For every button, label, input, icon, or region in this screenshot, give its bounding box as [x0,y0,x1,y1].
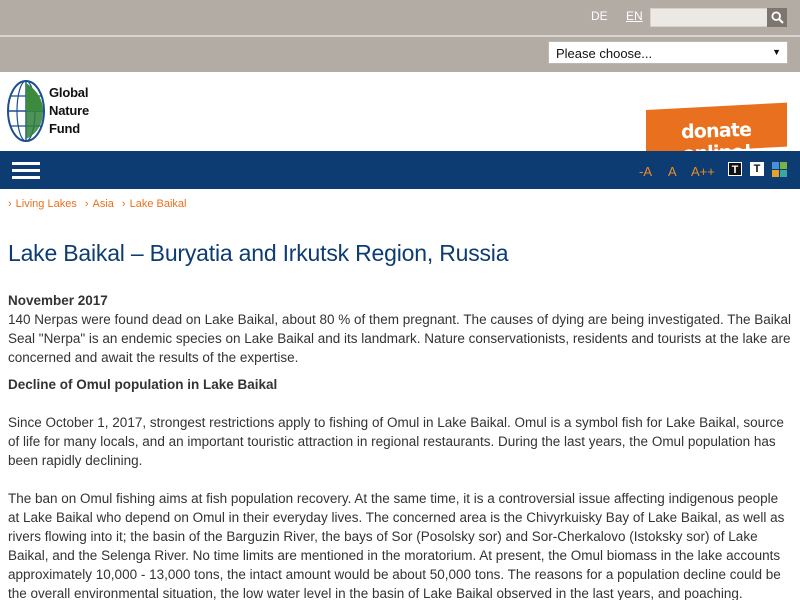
article-subheading: Decline of Omul population in Lake Baikal [8,377,278,392]
chevron-right-icon: › [8,198,12,210]
font-size-increase[interactable]: A++ [691,164,715,179]
main-nav-bar [0,151,800,189]
breadcrumb-label: Asia [92,198,114,210]
chevron-right-icon: › [121,198,126,210]
contrast-light-toggle[interactable]: T [750,162,764,176]
hamburger-menu-icon[interactable] [12,162,40,180]
donate-button-label: donate [680,118,752,144]
chevron-right-icon: › [84,198,89,210]
project-select[interactable] [548,41,788,64]
article-paragraph-1: 140 Nerpas were found dead on Lake Baikal, about 80 % of them pregnant. The causes of dying are being investigated. The Baikal Seal "Nerpa" is an endemic species on Lake Baikal and its landmark. Nature conservationists, residents and tourists at the lake are concerned and await the results of the expertise. [8,312,792,365]
logo-wordmark[interactable] [49,84,89,138]
font-size-normal[interactable]: A [668,164,677,179]
breadcrumb [8,198,194,210]
article-date: November 2017 [8,293,108,308]
logo-line-1: Global [49,85,89,100]
language-en-link[interactable]: EN [626,9,643,23]
project-select-value: Please choose... [556,46,653,61]
breadcrumb-item-living-lakes[interactable] [8,198,77,210]
donate-button[interactable] [646,110,787,154]
logo-line-3: Fund [49,121,80,136]
globe-logo-icon[interactable] [7,80,45,142]
language-de-link[interactable]: DE [591,9,608,23]
article-paragraph-2: Since October 1, 2017, strongest restrictions apply to fishing of Omul in Lake Baikal. Omul is a symbol fish for Lake Baikal, source of life for many locals, and an important touristic attraction in regional restaurants. During the last years, the Omul population has been rapidly declining. [8,415,784,468]
font-size-decrease[interactable]: -A [639,164,652,179]
breadcrumb-label: Lake Baikal [129,198,187,210]
page-title: Lake Baikal – Buryatia and Irkutsk Region, Russia [8,240,509,266]
top-bar-divider [0,35,800,37]
contrast-dark-toggle[interactable]: T [728,162,742,176]
search-icon [771,11,784,24]
breadcrumb-label: Living Lakes [15,198,77,210]
article-body [8,291,792,600]
search-button[interactable] [767,8,787,27]
search-input[interactable] [650,8,768,27]
color-scheme-icon[interactable] [772,162,787,177]
chevron-down-icon: ▼ [772,47,781,57]
logo-line-2: Nature [49,103,89,118]
article-paragraph-3: The ban on Omul fishing aims at fish population recovery. At the same time, it is a controversial issue affecting indigenous people at Lake Baikal who depend on Omul in their everyday lives. The concerned area is the Chivyrkuisky Bay of Lake Baikal, as well as rivers flowing into it; the basin of the Barguzin River, the bays of Sor (Posolsky sor) and Sor-Cherkalovo (Istoksky sor) of Lake Baikal, and the Selenga River. No time limits are mentioned in the moratorium. At present, the Omul biomass in the lake accounts approximately 10,000 - 13,000 tons, the intact amount would be about 50,000 tons. The reasons for a population decline could be the overall environmental situation, the low water level in the basin of Lake Baikal observed in the last years, and poaching. [8,491,785,600]
breadcrumb-item-lake-baikal[interactable] [122,198,187,210]
breadcrumb-item-asia[interactable] [85,198,114,210]
